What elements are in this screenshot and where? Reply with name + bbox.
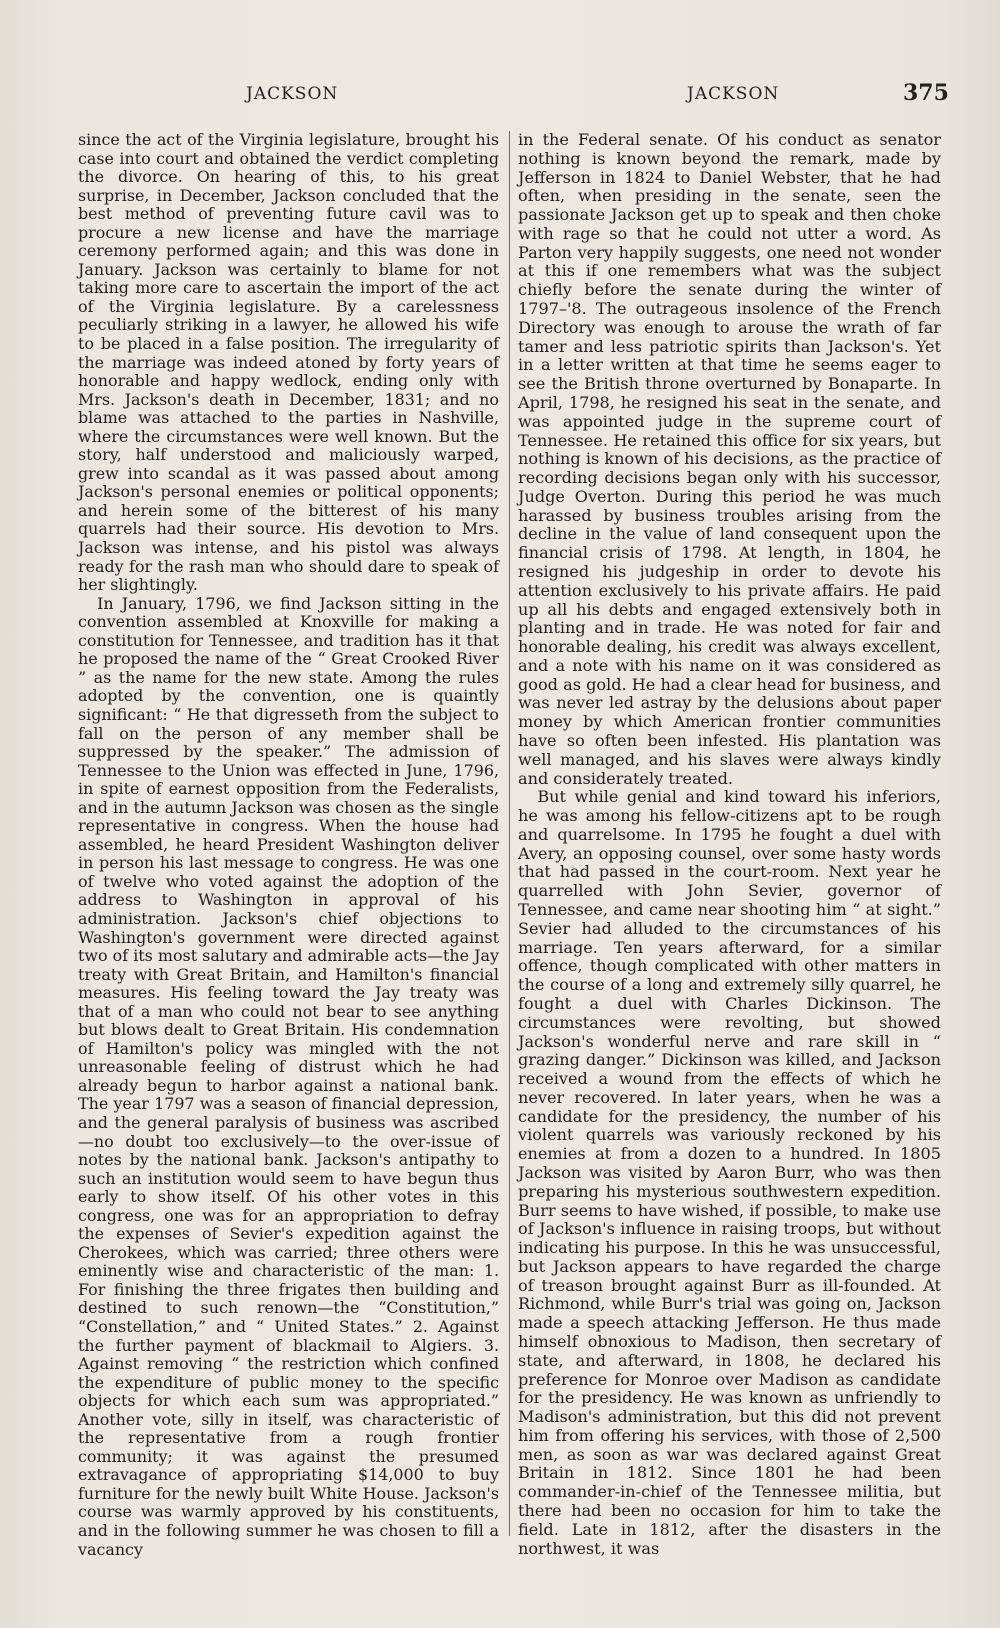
left-column <box>78 131 499 1559</box>
running-head-right: JACKSON <box>687 84 780 104</box>
paragraph: since the act of the Virginia legislature, brought his case into court and obtained the verdict completing the divorce. On hearing of this, to his great surprise, in December, Jackson concluded that the best method of preventing future cavil was to procure a new license and have the marriage ceremony performed again; and this was done in January. Jackson was certainly to blame for not taking more care to ascertain the import of the act of the Virginia legislature. By a carelessness peculiarly striking in a lawyer, he allowed his wife to be placed in a false position. The irregularity of the marriage was indeed atoned by forty years of honorable and happy wedlock, ending only with Mrs. Jackson's death in December, 1831; and no blame was attached to the parties in Nashville, where the circumstances were well known. But the story, half understood and maliciously warped, grew into scandal as it was passed about among Jackson's personal enemies or political opponents; and herein some of the bitterest of his many quarrels had their source. His devotion to Mrs. Jackson was intense, and his pistol was always ready for the rash man who should dare to speak of her slightingly. <box>78 130 499 595</box>
running-head-left: JACKSON <box>246 84 339 104</box>
paragraph: In January, 1796, we find Jackson sitting in the convention assembled at Knoxville for making a constitution for Tennessee, and tradition has it that he proposed the name of the “ Great Crooked River ” as the name for the new state. Among the rules adopted by the convention, one is quaintly significant: “ He that digresseth from the subject to fall on the person of any member shall be suppressed by the speaker.” The admission of Tennessee to the Union was effected in June, 1796, in spite of earnest opposition from the Federalists, and in the autumn Jackson was chosen as the single representative in congress. When the house had assembled, he heard President Washington deliver in person his last message to congress. He was one of twelve who voted against the adoption of the address to Washington in approval of his administration. Jackson's chief objections to Washington's government were directed against two of its most salutary and admirable acts—the Jay treaty with Great Britain, and Hamilton's financial measures. His feeling toward the Jay treaty was that of a man who could not bear to see anything but blows dealt to Great Britain. His condemnation of Hamilton's policy was mingled with the not unreasonable feeling of distrust which he had already begun to harbor against a national bank. The year 1797 was a season of financial depression, and the general paralysis of business was ascribed —no doubt too exclusively—to the over-issue of notes by the national bank. Jackson's antipathy to such an institution would seem to have begun thus early to show itself. Of his other votes in this congress, one was for an appropriation to defray the expenses of Sevier's expedition against the Cherokees, which was carried; three others were eminently wise and characteristic of the man: 1. For finishing the three frigates then building and destined to such renown—the “Constitution,” “Constellation,” and “ United States.” 2. Against the further payment of blackmail to Algiers. 3. Against removing “ the restriction which confined the expenditure of public money to the specific objects for which each sum was appropriated.” Another vote, silly in itself, was characteristic of the representative from a rough frontier community; it was against the presumed extravagance of appropriating $14,000 to buy furniture for the newly built White House. Jackson's course was warmly approved by his constituents, and in the following summer he was chosen to fill a vacancy <box>78 593 499 1559</box>
right-column <box>518 131 941 1558</box>
paragraph: in the Federal senate. Of his conduct as senator nothing is known beyond the remark, made by Jefferson in 1824 to Daniel Webster, that he had often, when presiding in the senate, seen the passionate Jackson get up to speak and then choke with rage so that he could not utter a word. As Parton very happily suggests, one need not wonder at this if one remembers what was the subject chiefly before the senate during the winter of 1797–'8. The outrageous insolence of the French Directory was enough to arouse the wrath of far tamer and less patriotic spirits than Jackson's. Yet in a letter written at that time he seems eager to see the British throne overturned by Bonaparte. In April, 1798, he resigned his seat in the senate, and was appointed judge in the supreme court of Tennessee. He retained this office for six years, but nothing is known of his decisions, as the practice of recording decisions began only with his successor, Judge Overton. During this period he was much harassed by business troubles arising from the decline in the value of land consequent upon the financial crisis of 1798. At length, in 1804, he resigned his judgeship in order to devote his attention exclusively to his private affairs. He paid up all his debts and engaged extensively both in planting and in trade. He was noted for fair and honorable dealing, his credit was always excellent, and a note with his name on it was considered as good as gold. He had a clear head for business, and was never led astray by the delusions about paper money by which American frontier communities have so often been infested. His plantation was well managed, and his slaves were always kindly and considerately treated. <box>518 130 941 788</box>
page-number: 375 <box>903 80 949 106</box>
column-divider <box>509 131 510 1536</box>
running-header <box>0 80 1000 110</box>
paragraph: But while genial and kind toward his inferiors, he was among his fellow-citizens apt to be rough and quarrelsome. In 1795 he fought a duel with Avery, an opposing counsel, over some hasty words that had passed in the court-room. Next year he quarrelled with John Sevier, governor of Tennessee, and came near shooting him “ at sight.” Sevier had alluded to the circumstances of his marriage. Ten years afterward, for a similar offence, though complicated with other matters in the course of a long and extremely silly quarrel, he fought a duel with Charles Dickinson. The circumstances were revolting, but showed Jackson's wonderful nerve and rare skill in “ grazing danger.” Dickinson was killed, and Jackson received a wound from the effects of which he never recovered. In later years, when he was a candidate for the presidency, the number of his violent quarrels was variously reckoned by his enemies at from a dozen to a hundred. In 1805 Jackson was visited by Aaron Burr, who was then preparing his mysterious southwestern expedition. Burr seems to have wished, if possible, to make use of Jackson's influence in raising troops, but without indicating his purpose. In this he was unsuccessful, but Jackson appears to have regarded the charge of treason brought against Burr as ill-founded. At Richmond, while Burr's trial was going on, Jackson made a speech attacking Jefferson. He thus made himself obnoxious to Madison, then secretary of state, and afterward, in 1808, he declared his preference for Monroe over Madison as candidate for the presidency. He was known as unfriendly to Madison's administration, but this did not prevent him from offering his services, with those of 2,500 men, as soon as war was declared against Great Britain in 1812. Since 1801 he had been commander-in-chief of the Tennessee militia, but there had been no occasion for him to take the field. Late in 1812, after the disasters in the northwest, it was <box>518 787 941 1558</box>
